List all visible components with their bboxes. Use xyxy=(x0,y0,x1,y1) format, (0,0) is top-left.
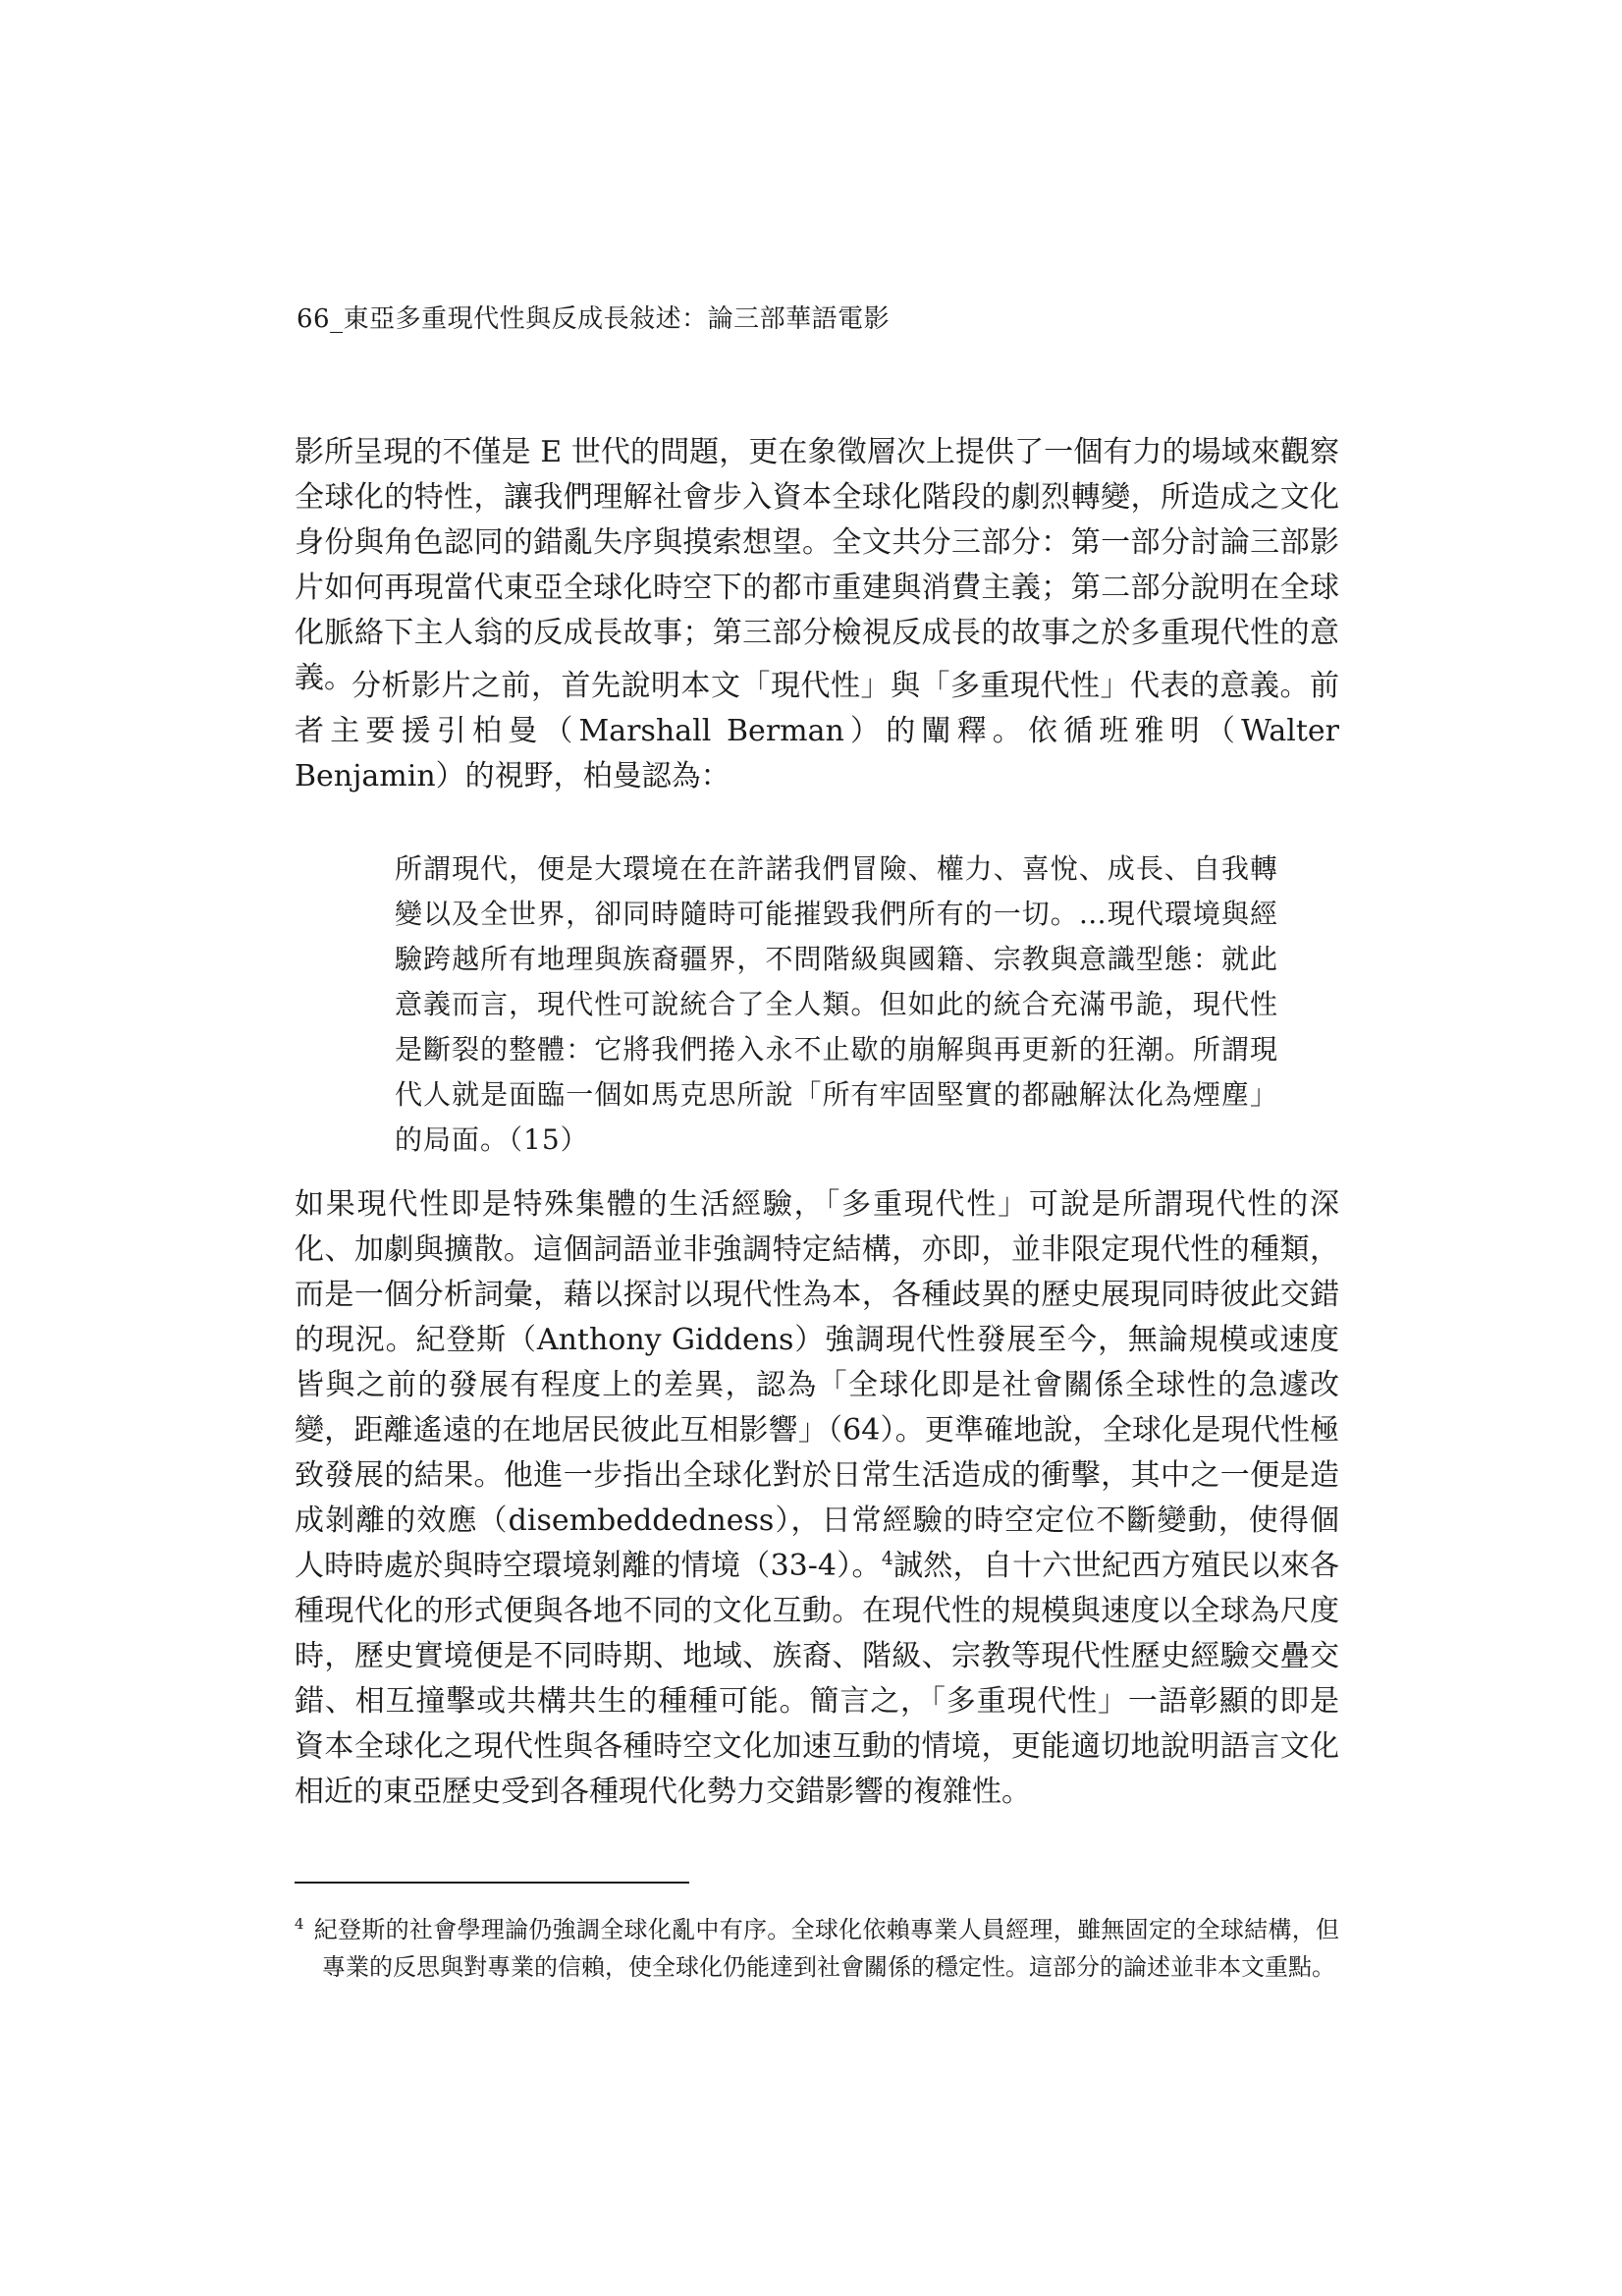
footnote-divider xyxy=(295,1882,689,1884)
body-paragraph-3 xyxy=(295,1182,1339,1815)
body-paragraph-2: 分析影片之前，首先說明本文「現代性」與「多重現代性」代表的意義。前者主要援引柏曼（Marshall Berman）的闡釋。依循班雅明（Walter Benjamin）的視野，柏曼認為： xyxy=(295,669,1339,793)
body-paragraph-3-text-a: 如果現代性即是特殊集體的生活經驗，「多重現代性」可說是所謂現代性的深化、加劇與擴散。這個詞語並非強調特定結構，亦即，並非限定現代性的種類，而是一個分析詞彙，藉以探討以現代性為本，各種歧異的歷史展現同時彼此交錯的現況。紀登斯（Anthony Giddens）強調現代性發展至今，無論規模或速度皆與之前的發展有程度上的差異，認為「全球化即是社會關係全球性的急遽改變，距離遙遠的在地居民彼此互相影響」（64）。更準確地說，全球化是現代性極致發展的結果。他進一步指出全球化對於日常生活造成的衝擊，其中之一便是造成剝離的效應（disembeddedness），日常經驗的時空定位不斷變動，使得個人時時處於與時空環境剝離的情境（33-4）。 xyxy=(295,1187,1339,1583)
footnote xyxy=(295,1911,1339,1986)
block-quotation: 所謂現代，便是大環境在在許諾我們冒險、權力、喜悅、成長、自我轉變以及全世界，卻同時隨時可能摧毀我們所有的一切。…現代環境與經驗跨越所有地理與族裔疆界，不問階級與國籍、宗教與意識型態：就此意義而言，現代性可說統合了全人類。但如此的統合充滿弔詭，現代性是斷裂的整體：它將我們捲入永不止歇的崩解與再更新的狂潮。所謂現代人就是面臨一個如馬克思所說「所有牢固堅實的都融解汰化為煙塵」的局面。（15） xyxy=(395,852,1278,1156)
body-paragraph-3-text-b: 誠然，自十六世紀西方殖民以來各種現代化的形式便與各地不同的文化互動。在現代性的規模與速度以全球為尺度時，歷史實境便是不同時期、地域、族裔、階級、宗教等現代性歷史經驗交疊交錯、相互撞擊或共構共生的種種可能。簡言之，「多重現代性」一語彰顯的即是資本全球化之現代性與各種時空文化加速互動的情境，更能適切地說明語言文化相近的東亞歷史受到各種現代化勢力交錯影響的複雜性。 xyxy=(295,1549,1340,1809)
footnote-number: 4 xyxy=(295,1915,304,1933)
running-head: 66_東亞多重現代性與反成長敍述：論三部華語電影 xyxy=(297,304,891,334)
footnote-text: 紀登斯的社會學理論仍強調全球化亂中有序。全球化依賴專業人員經理，雖無固定的全球結構，但專業的反思與對專業的信賴，使全球化仍能達到社會關係的穩定性。這部分的論述並非本文重點。 xyxy=(313,1916,1339,1981)
footnote-reference[interactable]: 4 xyxy=(881,1549,893,1569)
body-paragraph-1: 影所呈現的不僅是 E 世代的問題，更在象徵層次上提供了一個有力的場域來觀察全球化的特性，讓我們理解社會步入資本全球化階段的劇烈轉變，所造成之文化身份與角色認同的錯亂失序與摸索想望。全文共分三部分：第一部分討論三部影片如何再現當代東亞全球化時空下的都市重建與消費主義；第二部分說明在全球化脈絡下主人翁的反成長故事；第三部分檢視反成長的故事之於多重現代性的意義。 xyxy=(295,435,1339,695)
